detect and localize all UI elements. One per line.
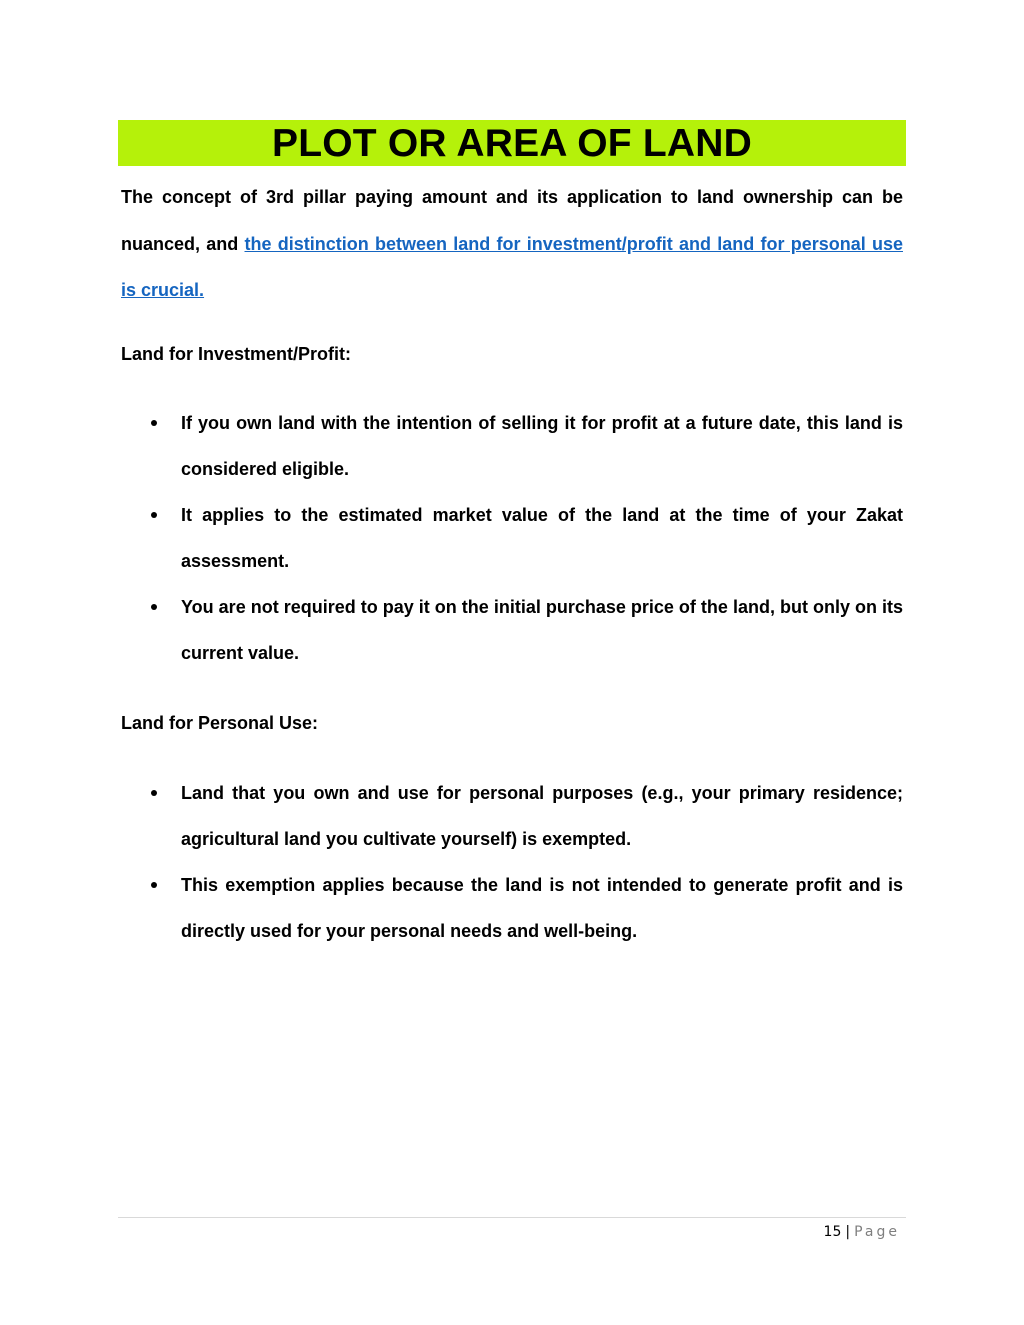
bullet-icon [151,604,157,610]
page-footer [824,1222,900,1242]
intro-link[interactable]: the distinction between land for investment/profit and land for personal use is crucial. [121,233,903,300]
bullet-icon [151,420,157,426]
bullet-icon [151,790,157,796]
title-banner [118,120,906,166]
intro-paragraph [121,174,903,314]
list-item [121,770,903,862]
page-label: Page [854,1224,900,1240]
page-number: 15 [823,1224,842,1240]
list-item [121,584,903,676]
footer-divider [118,1217,906,1218]
page-title: PLOT OR AREA OF LAND [272,122,752,165]
bullet-icon [151,882,157,888]
list-item [121,492,903,584]
list-item-text: If you own land with the intention of selling it for profit at a future date, this land is considered eligible. [181,413,903,479]
list-item-text: Land that you own and use for personal purposes (e.g., your primary residence; agricultural land you cultivate yourself) is exempted. [181,783,903,849]
list-item [121,862,903,954]
bullet-icon [151,512,157,518]
footer-separator: | [845,1224,851,1240]
list-item-text: This exemption applies because the land is not intended to generate profit and is directly used for your personal needs and well-being. [181,875,903,941]
list-item-text: You are not required to pay it on the initial purchase price of the land, but only on its current value. [181,597,903,663]
section-heading-investment: Land for Investment/Profit: [121,344,352,364]
intro-text: The concept of 3rd pillar paying amount and its application to land ownership can be nuanced, and [121,187,903,254]
bullet-list-investment [121,400,903,676]
list-item-text: It applies to the estimated market value of the land at the time of your Zakat assessment. [181,505,903,571]
list-item [121,400,903,492]
bullet-list-personal [121,770,903,954]
section-heading-personal: Land for Personal Use: [121,713,319,733]
